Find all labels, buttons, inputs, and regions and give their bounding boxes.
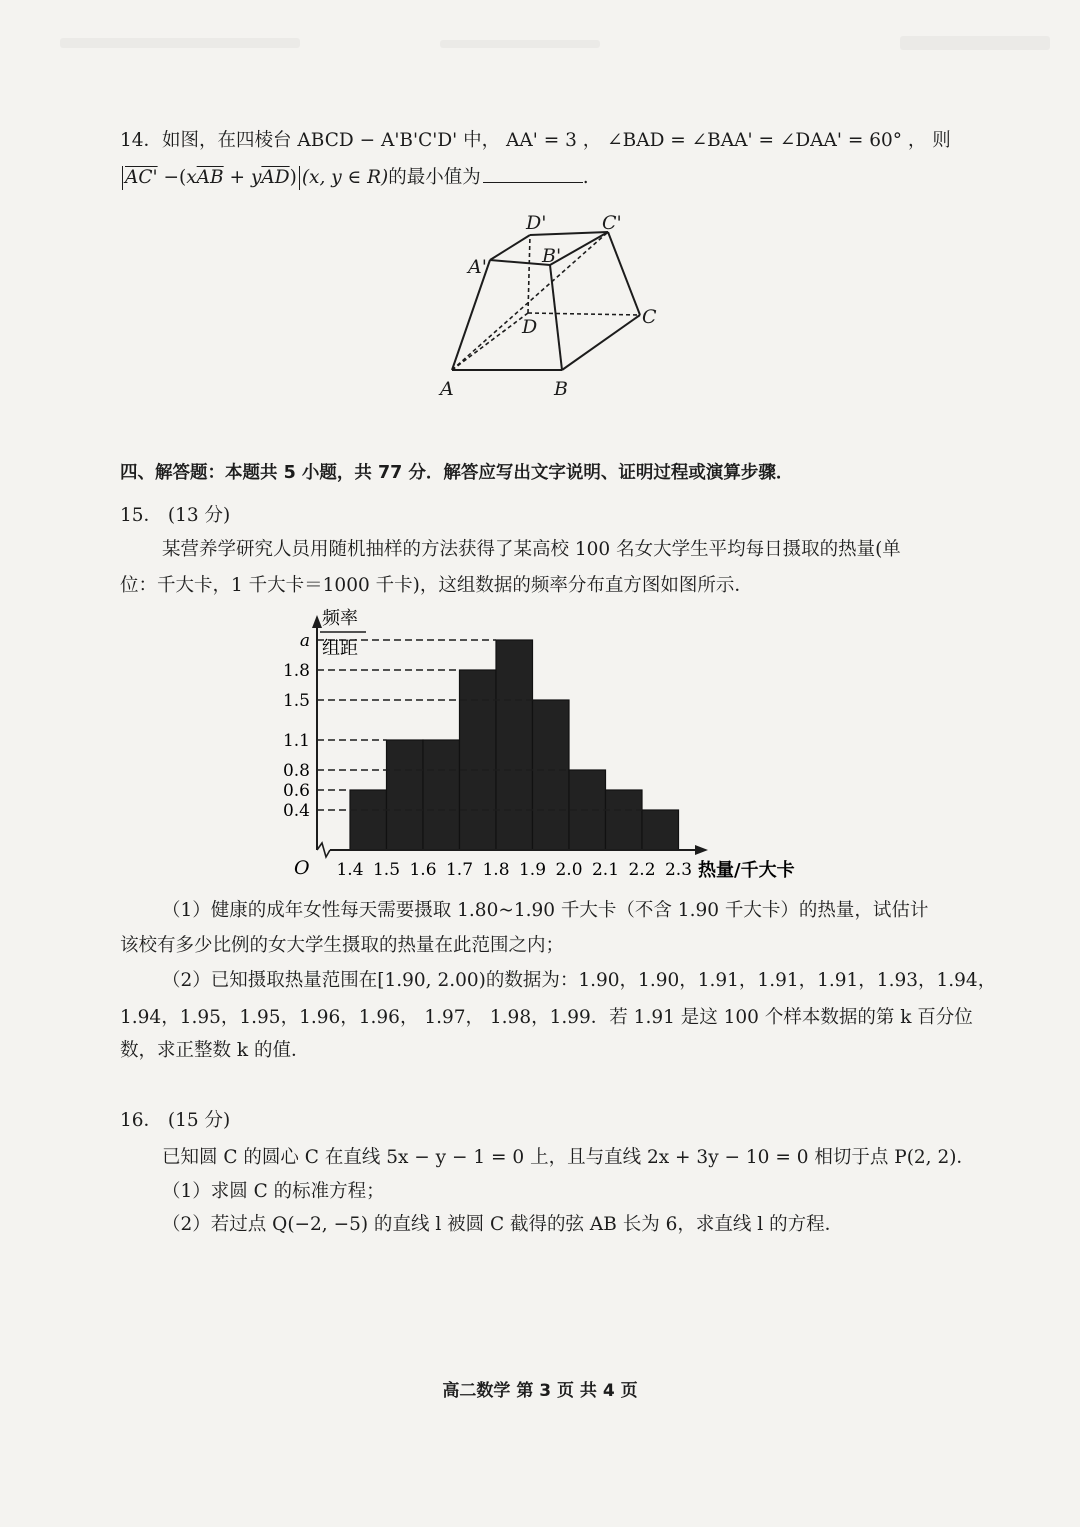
x-tick-label: 1.4 <box>336 860 364 880</box>
histogram-bar <box>496 640 533 850</box>
axis-break-mark <box>317 843 330 857</box>
origin-label: O <box>294 857 310 879</box>
y-tick-label: 0.6 <box>282 781 310 801</box>
y-tick-label: 1.8 <box>282 661 310 681</box>
histogram-bar <box>350 790 387 850</box>
minus-sign: − <box>163 167 180 188</box>
x-tick-label: 1.5 <box>372 860 401 880</box>
answer-blank <box>483 164 583 183</box>
label-c: C <box>642 306 657 328</box>
abs-left-bar <box>122 166 123 190</box>
x-tick-label: 1.6 <box>409 860 437 880</box>
x-tick-label: 2.2 <box>628 860 656 880</box>
edge-a1b1 <box>490 260 550 265</box>
histogram-bar <box>460 670 497 850</box>
abs-right-bar <box>299 166 300 190</box>
edge-dd1-hidden <box>528 235 530 313</box>
edge-ad-hidden <box>452 313 528 370</box>
histogram-bar <box>533 700 570 850</box>
histogram-bars <box>350 640 679 850</box>
x-tick-label: 1.7 <box>445 860 474 880</box>
q15-part1-line2: 该校有多少比例的女大学生摄取的热量在此范围之内； <box>120 935 565 956</box>
y-label-bottom: 组距 <box>322 638 358 659</box>
y-axis-arrow <box>312 615 322 628</box>
x-label: 热量/千大卡 <box>698 860 795 881</box>
y-tick-label: 1.1 <box>282 731 310 751</box>
y-label-top: 频率 <box>322 608 358 629</box>
scan-noise <box>440 40 600 48</box>
x-tick-label: 2.1 <box>591 860 620 880</box>
edge-cc1 <box>608 232 640 315</box>
q15-part2-line2: 1.94，1.95，1.95，1.96，1.96， 1.97， 1.98，1.99．若 1.91 是这 100 个样本数据的第 k 百分位 <box>120 1007 973 1028</box>
edge-bc <box>562 315 640 370</box>
label-a: A <box>440 378 454 400</box>
histogram-chart <box>270 600 830 890</box>
label-b1: B' <box>542 245 562 267</box>
condition: (x, y ∈ R) <box>301 167 389 188</box>
plus-sign: + <box>229 167 246 188</box>
label-c1: C' <box>602 212 622 234</box>
q14-line1: 14．如图，在四棱台 ABCD − A'B'C'D' 中， AA' = 3 ， ∠BAD = ∠BAA' = ∠DAA' = 60° ， 则 <box>120 130 951 151</box>
vector-ad: $\overline{AD}$ <box>261 167 290 188</box>
q16-intro: 已知圆 C 的圆心 C 在直线 5x − y − 1 = 0 上，且与直线 2x + 3y − 10 = 0 相切于点 P(2, 2)． <box>162 1147 975 1168</box>
y-tick-label: a <box>299 631 310 651</box>
q16-part1: （1）求圆 C 的标准方程； <box>162 1181 385 1202</box>
frustum-figure <box>430 205 670 400</box>
vector-ac: AC' <box>125 167 158 188</box>
q16-header: 16． (15 分) <box>120 1110 231 1131</box>
q15-intro-line1: 某营养学研究人员用随机抽样的方法获得了某高校 100 名女大学生平均每日摄取的热量(单 <box>162 539 901 560</box>
vector-ab: $\overline{AB}$ <box>196 167 224 188</box>
label-b: B <box>554 378 568 400</box>
q15-intro-line2: 位：千大卡，1 千大卡＝1000 千卡)，这组数据的频率分布直方图如图所示． <box>120 575 753 596</box>
q16-part2: （2）若过点 Q(−2, −5) 的直线 l 被圆 C 截得的弦 AB 长为 6，求直线 l 的方程． <box>162 1214 844 1235</box>
label-a1: A' <box>468 256 487 278</box>
x-tick-label: 2.3 <box>664 860 693 880</box>
x-tick-label: 1.8 <box>482 860 510 880</box>
histogram-bar <box>423 740 460 850</box>
x-tick-label: 2.0 <box>555 860 583 880</box>
histogram-bar <box>606 790 643 850</box>
coef-y: y <box>250 167 262 188</box>
section-heading: 四、解答题：本题共 5 小题，共 77 分．解答应写出文字说明、证明过程或演算步骤． <box>120 463 794 483</box>
edge-dc-hidden <box>528 313 640 315</box>
scan-noise <box>900 36 1050 50</box>
label-d: D <box>522 316 538 338</box>
y-tick-label: 0.8 <box>282 761 310 781</box>
coef-x: x <box>186 167 197 188</box>
y-tick-label: 0.4 <box>282 801 310 821</box>
q15-part2-line3: 数，求正整数 k 的值． <box>120 1040 310 1061</box>
edge-a1d1 <box>490 235 530 260</box>
q15-part1-line1: （1）健康的成年女性每天需要摄取 1.80~1.90 千大卡（不含 1.90 千大卡）的热量，试估计 <box>162 900 929 921</box>
q14-tail: 的最小值为 <box>388 167 481 188</box>
histogram-bar <box>642 810 679 850</box>
q14-line2: $AC' -(x\overline{AB} + y\overline{AD})$ (x, y ∈ R)的最小值为 . <box>120 164 980 191</box>
histogram-bar <box>387 740 424 850</box>
q14-period: . <box>582 167 589 188</box>
q15-part2-line1: （2）已知摄取热量范围在[1.90, 2.00)的数据为：1.90，1.90，1.91，1.91，1.91，1.93，1.94， <box>162 970 997 991</box>
scan-noise <box>60 38 300 48</box>
q15-header: 15． (13 分) <box>120 505 231 526</box>
page-footer: 高二数学 第 3 页 共 4 页 <box>442 1381 638 1401</box>
x-axis-arrow <box>695 845 708 855</box>
label-d1: D' <box>526 212 547 234</box>
y-tick-label: 1.5 <box>282 691 310 711</box>
x-tick-label: 1.9 <box>518 860 547 880</box>
